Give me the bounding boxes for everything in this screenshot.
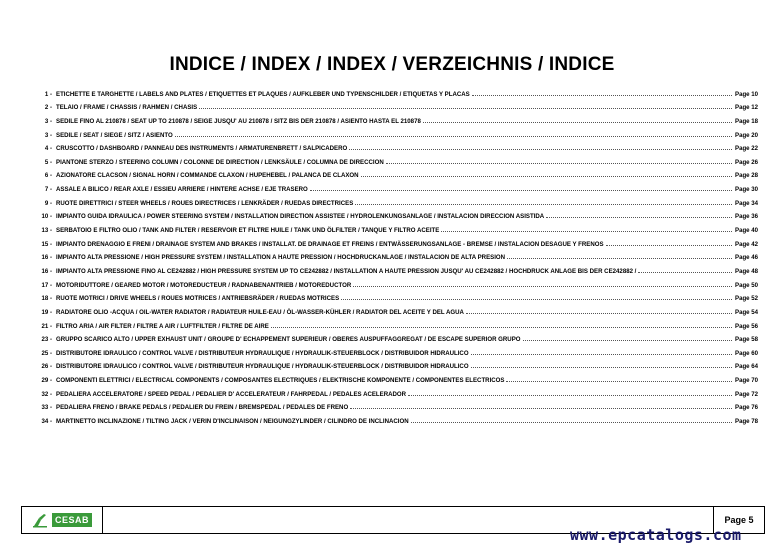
dot-leader bbox=[471, 354, 732, 355]
index-table bbox=[20, 84, 765, 425]
forklift-icon bbox=[32, 512, 50, 528]
entry-number: 19 - bbox=[41, 308, 52, 316]
entry-page: Page 20 bbox=[735, 131, 759, 139]
index-entry[interactable] bbox=[20, 98, 765, 112]
index-entry[interactable] bbox=[20, 289, 765, 303]
entry-title: RUOTE MOTRICI / DRIVE WHEELS / ROUES MOTRICES / ANTRIEBSRÄDER / RUEDAS MOTRICES bbox=[56, 295, 340, 303]
entry-page: Page 78 bbox=[735, 418, 759, 426]
index-entry[interactable] bbox=[20, 111, 765, 125]
entry-number: 23 - bbox=[41, 336, 52, 344]
entry-number: 3 - bbox=[44, 131, 52, 139]
entry-title: ASSALE A BILICO / REAR AXLE / ESSIEU ARRIERE / HINTERE ACHSE / EJE TRASERO bbox=[56, 186, 308, 194]
index-entry[interactable] bbox=[20, 261, 765, 275]
dot-leader bbox=[353, 286, 732, 287]
index-entry[interactable] bbox=[20, 275, 765, 289]
entry-title: COMPONENTI ELETTRICI / ELECTRICAL COMPONENTS / COMPOSANTES ELECTRIQUES / ELEKTRISCHE KOMPONENTE / COMPONENTES ELECTRICOS bbox=[56, 377, 505, 385]
entry-number: 32 - bbox=[41, 390, 52, 398]
entry-title: PEDALIERA ACCELERATORE / SPEED PEDAL / PEDALIER D' ACCELERATEUR / FAHRPEDAL / PEDALES ACELERADOR bbox=[56, 390, 407, 398]
entry-title: MARTINETTO INCLINAZIONE / TILTING JACK / VERIN D'INCLINAISON / NEIGUNGZYLINDER / CILINDRO DE INCLINACION bbox=[56, 418, 409, 426]
entry-page: Page 48 bbox=[735, 267, 759, 275]
entry-page: Page 64 bbox=[735, 363, 759, 371]
entry-number: 21 - bbox=[41, 322, 52, 330]
entry-title: RADIATORE OLIO -ACQUA / OIL-WATER RADIATOR / RADIATEUR HUILE-EAU / ÖL-WASSER-KÜHLER / RADIATOR DEL ACEITE Y DEL AGUA bbox=[56, 308, 464, 316]
dot-leader bbox=[310, 190, 732, 191]
entry-page: Page 40 bbox=[735, 227, 759, 235]
entry-page: Page 58 bbox=[735, 336, 759, 344]
index-entry[interactable] bbox=[20, 207, 765, 221]
dot-leader bbox=[423, 122, 732, 123]
entry-number: 25 - bbox=[41, 349, 52, 357]
entry-page: Page 28 bbox=[735, 172, 759, 180]
index-entry[interactable] bbox=[20, 411, 765, 425]
entry-number: 4 - bbox=[44, 145, 52, 153]
entry-title: CRUSCOTTO / DASHBOARD / PANNEAU DES INSTRUMENTS / ARMATURENBRETT / SALPICADERO bbox=[56, 145, 348, 153]
dot-leader bbox=[606, 245, 732, 246]
entry-page: Page 34 bbox=[735, 199, 759, 207]
entry-title: PIANTONE STERZO / STEERING COLUMN / COLONNE DE DIRECTION / LENKSÄULE / COLUMNA DE DIRECCION bbox=[56, 158, 384, 166]
entry-title: ETICHETTE E TARGHETTE / LABELS AND PLATES / ETIQUETTES ET PLAQUES / AUFKLEBER UND TYPENSCHILDER / ETIQUETAS Y PLACAS bbox=[56, 90, 470, 98]
entry-number: 13 - bbox=[41, 227, 52, 235]
index-entry[interactable] bbox=[20, 384, 765, 398]
dot-leader bbox=[506, 381, 732, 382]
brand-logo bbox=[22, 507, 103, 533]
entry-page: Page 26 bbox=[735, 158, 759, 166]
entry-page: Page 72 bbox=[735, 390, 759, 398]
dot-leader bbox=[386, 163, 732, 164]
entry-page: Page 12 bbox=[735, 104, 759, 112]
entry-number: 29 - bbox=[41, 377, 52, 385]
entry-number: 15 - bbox=[41, 240, 52, 248]
entry-title: GRUPPO SCARICO ALTO / UPPER EXHAUST UNIT / GROUPE D' ECHAPPEMENT SUPERIEUR / OBERES AUSPUFFAGGREGAT / DE ESCAPE SUPERIOR GRUPO bbox=[56, 336, 521, 344]
watermark[interactable]: www.epcatalogs.com bbox=[570, 526, 742, 544]
dot-leader bbox=[507, 258, 732, 259]
dot-leader bbox=[350, 408, 732, 409]
entry-title: FILTRO ARIA / AIR FILTER / FILTRE A AIR / LUFTFILTER / FILTRE DE AIRE bbox=[56, 322, 269, 330]
entry-page: Page 18 bbox=[735, 117, 759, 125]
index-entry[interactable] bbox=[20, 357, 765, 371]
index-entry[interactable] bbox=[20, 248, 765, 262]
entry-number: 5 - bbox=[44, 158, 52, 166]
index-entry[interactable] bbox=[20, 179, 765, 193]
dot-leader bbox=[441, 231, 732, 232]
entry-page: Page 30 bbox=[735, 186, 759, 194]
entry-page: Page 36 bbox=[735, 213, 759, 221]
entry-page: Page 10 bbox=[735, 90, 759, 98]
entry-page: Page 22 bbox=[735, 145, 759, 153]
entry-number: 16 - bbox=[41, 267, 52, 275]
index-entry[interactable] bbox=[20, 125, 765, 139]
entry-number: 34 - bbox=[41, 418, 52, 426]
index-entry[interactable] bbox=[20, 84, 765, 98]
entry-title: IMPIANTO ALTA PRESSIONE FINO AL CE242882 / HIGH PRESSURE SYSTEM UP TO CE242882 / INSTALLATION A HAUTE PRESSION JUSQU' AU CE242882 / HOCHDRUCK ANLAGE BIS DER CE242882 / bbox=[56, 267, 637, 275]
dot-leader bbox=[523, 340, 732, 341]
index-entry[interactable] bbox=[20, 398, 765, 412]
entry-page: Page 54 bbox=[735, 308, 759, 316]
index-entry[interactable] bbox=[20, 316, 765, 330]
index-entry[interactable] bbox=[20, 330, 765, 344]
logo-text: CESAB bbox=[52, 513, 92, 527]
entry-number: 7 - bbox=[44, 186, 52, 194]
entry-number: 26 - bbox=[41, 363, 52, 371]
entry-number: 17 - bbox=[41, 281, 52, 289]
entry-number: 3 - bbox=[44, 117, 52, 125]
entry-number: 1 - bbox=[44, 90, 52, 98]
entry-title: IMPIANTO ALTA PRESSIONE / HIGH PRESSURE SYSTEM / INSTALLATION A HAUTE PRESSION / HOCHDRUCKANLAGE / INSTALACION DE ALTA PRESION bbox=[56, 254, 506, 262]
entry-title: RUOTE DIRETTRICI / STEER WHEELS / ROUES DIRECTRICES / LENKRÄDER / RUEDAS DIRECTRICES bbox=[56, 199, 354, 207]
entry-page: Page 46 bbox=[735, 254, 759, 262]
index-entry[interactable] bbox=[20, 234, 765, 248]
entry-number: 18 - bbox=[41, 295, 52, 303]
entry-page: Page 60 bbox=[735, 349, 759, 357]
index-entry[interactable] bbox=[20, 343, 765, 357]
entry-title: MOTORIDUTTORE / GEARED MOTOR / MOTOREDUCTEUR / RADNABENANTRIEB / MOTOREDUCTOR bbox=[56, 281, 352, 289]
entry-title: SERBATOIO E FILTRO OLIO / TANK AND FILTER / RESERVOIR ET FILTRE HUILE / TANK UND ÖLFILTER / TANQUE Y FILTRO ACEITE bbox=[56, 227, 440, 235]
dot-leader bbox=[466, 313, 732, 314]
dot-leader bbox=[408, 395, 732, 396]
dot-leader bbox=[411, 422, 732, 423]
entry-title: DISTRIBUTORE IDRAULICO / CONTROL VALVE / DISTRIBUTEUR HYDRAULIQUE / HYDRAULIK-STEUERBLOCK / DISTRIBUIDOR HIDRAULICO bbox=[56, 363, 469, 371]
dot-leader bbox=[471, 367, 732, 368]
entry-page: Page 50 bbox=[735, 281, 759, 289]
entry-number: 16 - bbox=[41, 254, 52, 262]
entry-title: AZIONATORE CLACSON / SIGNAL HORN / COMMANDE CLAXON / HUPEHEBEL / PALANCA DE CLAXON bbox=[56, 172, 359, 180]
dot-leader bbox=[472, 95, 732, 96]
entry-number: 2 - bbox=[44, 104, 52, 112]
index-entry[interactable] bbox=[20, 302, 765, 316]
dot-leader bbox=[175, 136, 732, 137]
dot-leader bbox=[355, 204, 732, 205]
page-number: Page 5 bbox=[713, 507, 764, 533]
dot-leader bbox=[271, 327, 732, 328]
index-entry[interactable] bbox=[20, 193, 765, 207]
index-entry[interactable] bbox=[20, 220, 765, 234]
entry-title: DISTRIBUTORE IDRAULICO / CONTROL VALVE / DISTRIBUTEUR HYDRAULIQUE / HYDRAULIK-STEUERBLOCK / DISTRIBUIDOR HIDRAULICO bbox=[56, 349, 469, 357]
entry-title: IMPIANTO GUIDA IDRAULICA / POWER STEERING SYSTEM / INSTALLATION DIRECTION ASSISTEE / HYDROLENKUNGSANLAGE / INSTALACION DIRECCION ASISTIDA bbox=[56, 213, 545, 221]
entry-page: Page 42 bbox=[735, 240, 759, 248]
dot-leader bbox=[546, 217, 732, 218]
entry-page: Page 76 bbox=[735, 404, 759, 412]
page-title: INDICE / INDEX / INDEX / VERZEICHNIS / INDICE bbox=[169, 54, 615, 75]
entry-title: TELAIO / FRAME / CHASSIS / RAHMEN / CHASIS bbox=[56, 104, 198, 112]
entry-title: SEDILE / SEAT / SIEGE / SITZ / ASIENTO bbox=[56, 131, 173, 139]
dot-leader bbox=[361, 176, 732, 177]
entry-number: 33 - bbox=[41, 404, 52, 412]
entry-page: Page 56 bbox=[735, 322, 759, 330]
entry-page: Page 70 bbox=[735, 377, 759, 385]
entry-number: 6 - bbox=[44, 172, 52, 180]
entry-page: Page 52 bbox=[735, 295, 759, 303]
dot-leader bbox=[199, 108, 732, 109]
entry-number: 10 - bbox=[41, 213, 52, 221]
index-entry[interactable] bbox=[20, 152, 765, 166]
index-entry[interactable] bbox=[20, 370, 765, 384]
entry-number: 9 - bbox=[44, 199, 52, 207]
entry-title: IMPIANTO DRENAGGIO E FRENI / DRAINAGE SYSTEM AND BRAKES / INSTALLAT. DE DRAINAGE ET FREINS / ENTWÄSSERUNGSANLAGE - BREMSE / INSTALACION DESAGUE Y FRENOS bbox=[56, 240, 604, 248]
dot-leader bbox=[349, 149, 732, 150]
index-entry[interactable] bbox=[20, 139, 765, 153]
entry-title: PEDALIERA FRENO / BRAKE PEDALS / PEDALIER DU FREIN / BREMSPEDAL / PEDALES DE FRENO bbox=[56, 404, 349, 412]
dot-leader bbox=[638, 272, 732, 273]
entry-title: SEDILE FINO AL 210878 / SEAT UP TO 210878 / SEIGE JUSQU' AU 210878 / SITZ BIS DER 210878 / ASIENTO HASTA EL 210878 bbox=[56, 117, 421, 125]
index-entry[interactable] bbox=[20, 166, 765, 180]
dot-leader bbox=[341, 299, 732, 300]
